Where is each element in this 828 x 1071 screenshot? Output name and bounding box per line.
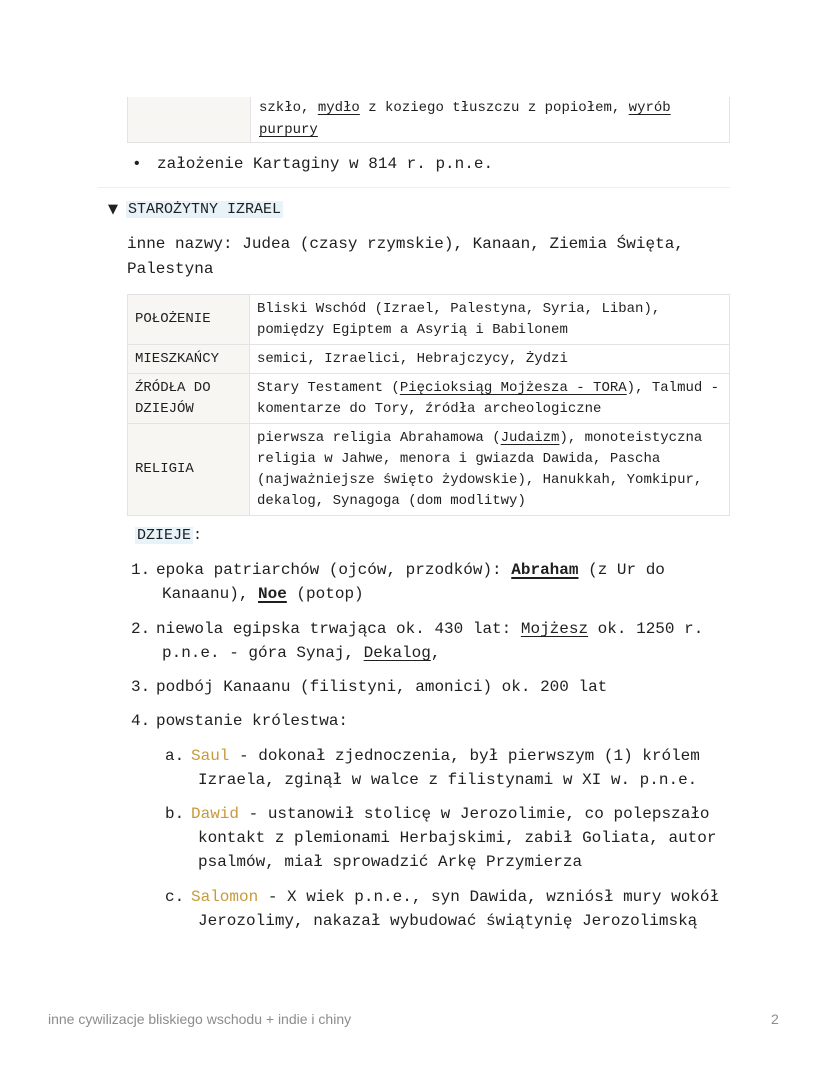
toggle-heading[interactable] [108,198,283,222]
link-abraham[interactable]: Abraham [511,561,579,579]
section-title: STAROŻYTNY IZRAEL [128,201,282,218]
triangle-down-icon[interactable]: ▼ [108,202,118,217]
divider [98,187,730,188]
dzieje-label: DZIEJE [137,527,192,544]
link-purpury[interactable]: purpury [259,122,318,138]
row-value: Bliski Wschód (Izrael, Palestyna, Syria, Liban), pomiędzy Egiptem a Asyrią i Babilonem [250,295,730,345]
list-item: 1. epoka patriarchów (ojców, przodków): Abraham (z Ur do Kanaanu), Noe (potop) [131,561,665,603]
link-judaizm[interactable]: Judaizm [500,429,560,446]
info-table [127,294,730,516]
row-value: semici, Izraelici, Hebrajczycy, Żydzi [250,345,730,374]
king-name: Saul [191,747,230,765]
sub-list-item: b. Dawid - ustanowił stolicę w Jerozolimie, co polepszało kontakt z plemionami Herbajskimi, zabił Goliata, autor psalmów, miał sprowadzić Arkę Przymierza [165,805,717,871]
table-value-cell: szkło, mydło z koziego tłuszczu z popiołem, wyrób purpury [259,100,671,138]
page-number: 2 [771,1011,779,1027]
bullet-item [132,152,494,176]
link-pieciksiag[interactable]: Pięcioksiąg Mojżesza - TORA [399,379,627,396]
table-row [128,424,730,516]
link-wyrob[interactable]: wyrób [628,100,671,116]
sub-list-item: a. Saul - dokonał zjednoczenia, był pierwszym (1) królem Izraela, zginął w walce z filistynami w XI w. p.n.e. [165,747,700,789]
list-item: 4. powstanie królestwa: [131,712,349,730]
intro-paragraph: inne nazwy: Judea (czasy rzymskie), Kanaan, Ziemia Święta, Palestyna [127,235,684,278]
dzieje-heading: DZIEJE : [137,527,203,544]
row-key: POŁOŻENIE [128,295,250,345]
king-name: Salomon [191,888,259,906]
footer-title: inne cywilizacje bliskiego wschodu + indie i chiny [48,1011,352,1027]
list-item: 3. podbój Kanaanu (filistyni, amonici) ok. 200 lat [131,678,608,696]
row-value: pierwsza religia Abrahamowa (Judaizm), monoteistyczna religia w Jahwe, menora i gwiazda Dawida, Pascha (najważniejsze święto żydowskie), Hanukkah, Yomkipur, dekalog, Synagoga (dom modlitwy) [250,424,730,516]
list-item: 2. niewola egipska trwająca ok. 430 lat: Mojżesz ok. 1250 r. p.n.e. - góra Synaj, Dekalog, [131,620,704,662]
king-name: Dawid [191,805,240,823]
table-row [128,345,730,374]
row-key: MIESZKAŃCY [128,345,250,374]
row-value: Stary Testament (Pięcioksiąg Mojżesza - TORA), Talmud - komentarze do Tory, źródła archeologiczne [250,374,730,424]
link-mydlo[interactable]: mydło [317,100,360,116]
continued-table [127,97,730,143]
bullet-text: założenie Kartaginy w 814 r. p.n.e. [157,155,494,173]
table-row [128,374,730,424]
link-noe[interactable]: Noe [258,585,287,603]
row-key: RELIGIA [128,424,250,516]
link-dekalog[interactable]: Dekalog [363,644,431,662]
table-key-cell-empty [128,97,251,142]
row-key: ŹRÓDŁA DO DZIEJÓW [128,374,250,424]
link-mojzesz[interactable]: Mojżesz [520,620,589,638]
bullet-icon: • [132,155,142,173]
sub-list-item: c. Salomon - X wiek p.n.e., syn Dawida, wzniósł mury wokół Jerozolimy, nakazał wybudować świątynię Jerozolimską [165,888,720,930]
table-row [128,295,730,345]
